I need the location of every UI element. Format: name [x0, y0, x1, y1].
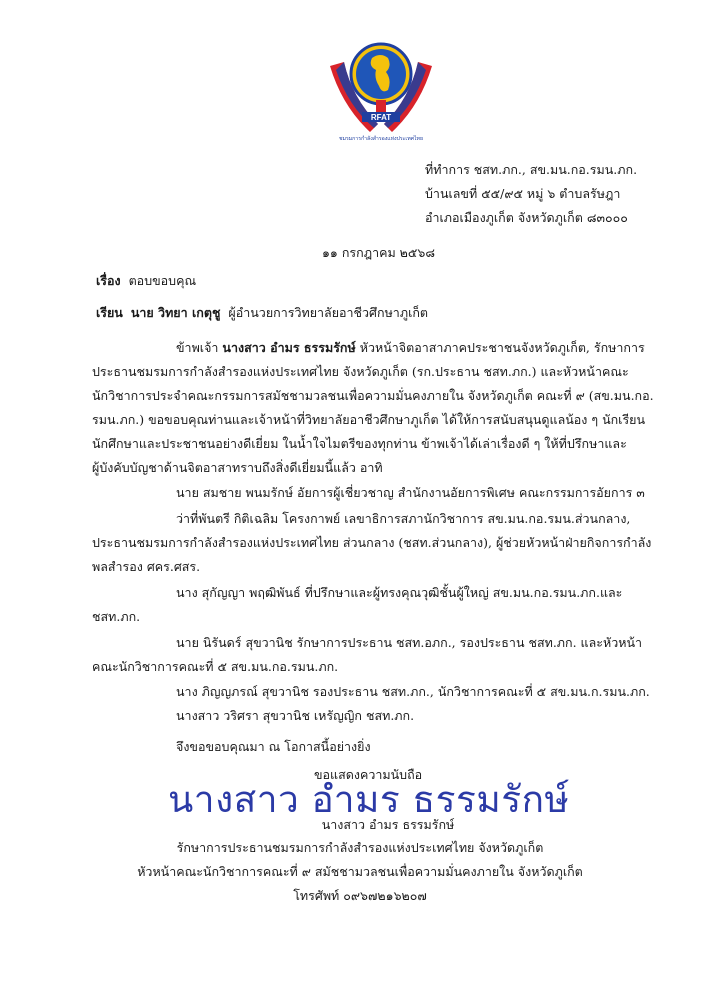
recipient-name: นาย วิทยา เกตุชู	[130, 305, 221, 320]
body-line: ผู้บังคับบัญชาด้านจิตอาสาทราบถึงสิ่งดีเยี่ยมนี้แล้ว อาทิ	[92, 460, 383, 475]
person-line: พลสำรอง ศคร.ศสร.	[92, 559, 201, 574]
recipient-title: ผู้อำนวยการวิทยาลัยอาชีวศึกษาภูเก็ต	[228, 305, 429, 320]
body-intro: ข้าพเจ้า	[176, 340, 219, 355]
subject-label: เรื่อง	[96, 273, 121, 288]
address-line: ที่ทำการ ชสท.ภก., สข.มน.กอ.รมน.ภก.	[425, 162, 638, 177]
signer-title: หัวหน้าคณะนักวิชาการคณะที่ ๙ สมัชชามวลชนเพื่อความมั่นคงภายใน จังหวัดภูเก็ต	[137, 864, 583, 879]
handwritten-signature: นางสาว อำมร ธรรมรักษ์	[168, 778, 570, 821]
person-line: นาง สุกัญญา พฤฒิพันธ์ ที่ปรึกษาและผู้ทรงคุณวุฒิชั้นผู้ใหญ่ สข.มน.กอ.รมน.ภก.และ	[176, 585, 623, 600]
person-line: นาย นิรันดร์ สุขวานิช รักษาการประธาน ชสท.อภก., รองประธาน ชสท.ภก. และหัวหน้า	[176, 635, 643, 650]
person-line: ว่าที่พันตรี กิติเฉลิม โครงกาพย์ เลขาธิการสภานักวิชาการ สข.มน.กอ.รมน.ส่วนกลาง,	[176, 511, 631, 526]
rfat-emblem-logo	[322, 36, 440, 148]
body-line: รมน.ภก.) ขอขอบคุณท่านและเจ้าหน้าที่วิทยาลัยอาชีวศึกษาภูเก็ต ได้ให้การสนับสนุนดูแลน้อง ๆ นักเรียน	[92, 412, 646, 427]
person-line: นาง ภิญญภรณ์ สุขวานิช รองประธาน ชสท.ภก., นักวิชาการคณะที่ ๕ สข.มน.ก.รมน.ภก.	[176, 684, 650, 699]
body-line: นักศึกษาและประชาชนอย่างดีเยี่ยม ในน้ำใจไมตรีของทุกท่าน ข้าพเจ้าได้เล่าเรื่องดี ๆ ให้ที่ปรึกษาและ	[92, 436, 627, 451]
sender-name: นางสาว อำมร ธรรมรักษ์	[222, 340, 356, 355]
logo-banner-text: ชมรมการกำลังสำรองแห่งประเทศไทย	[339, 136, 423, 142]
body-line-rest: หัวหน้าจิตอาสาภาคประชาชนจังหวัดภูเก็ต, รักษาการ	[359, 340, 645, 355]
letter-date: ๑๑ กรกฎาคม ๒๕๖๘	[322, 245, 435, 260]
signer-name: นางสาว อำมร ธรรมรักษ์	[321, 817, 455, 832]
subject-text: ตอบขอบคุณ	[128, 273, 197, 288]
regards-line: ขอแสดงความนับถือ	[314, 767, 423, 782]
signer-phone: โทรศัพท์ ๐๙๖๗๒๑๖๒๐๗	[293, 888, 427, 903]
body-line: นักวิชาการประจำคณะกรรมการสมัชชามวลชนเพื่อความมั่นคงภายใน จังหวัดภูเก็ต คณะที่ ๙ (สข.มน.กอ.	[92, 388, 654, 403]
body-first-line	[176, 337, 645, 359]
person-line: ชสท.ภก.	[92, 609, 141, 624]
person-line: นาย สมชาย พนมรักษ์ อัยการผู้เชี่ยวชาญ สำนักงานอัยการพิเศษ คณะกรรมการอัยการ ๓	[176, 485, 645, 500]
closing-line: จึงขอขอบคุณมา ณ โอกาสนี้อย่างยิ่ง	[176, 739, 371, 754]
body-line: ประธานชมรมการกำลังสำรองแห่งประเทศไทย จังหวัดภูเก็ต (รก.ประธาน ชสท.ภก.) และหัวหน้าคณะ	[92, 364, 629, 379]
recipient-line	[96, 302, 428, 324]
address-line: อำเภอเมืองภูเก็ต จังหวัดภูเก็ต ๘๓๐๐๐	[425, 210, 628, 225]
logo-acronym: RFAT	[370, 113, 392, 122]
person-line: ประธานชมรมการกำลังสำรองแห่งประเทศไทย ส่วนกลาง (ชสท.ส่วนกลาง), ผู้ช่วยหัวหน้าฝ่ายกิจการกำลัง	[92, 535, 652, 550]
person-line: นางสาว วริศรา สุขวานิช เหรัญญิก ชสท.ภก.	[176, 708, 415, 723]
subject-line	[96, 270, 196, 292]
person-line: คณะนักวิชาการคณะที่ ๕ สข.มน.กอ.รมน.ภก.	[92, 659, 339, 674]
recipient-label: เรียน	[96, 305, 123, 320]
signer-title: รักษาการประธานชมรมการกำลังสำรองแห่งประเทศไทย จังหวัดภูเก็ต	[176, 840, 544, 855]
address-line: บ้านเลขที่ ๕๕/๙๕ หมู่ ๖ ตำบลรัษฎา	[425, 186, 621, 201]
